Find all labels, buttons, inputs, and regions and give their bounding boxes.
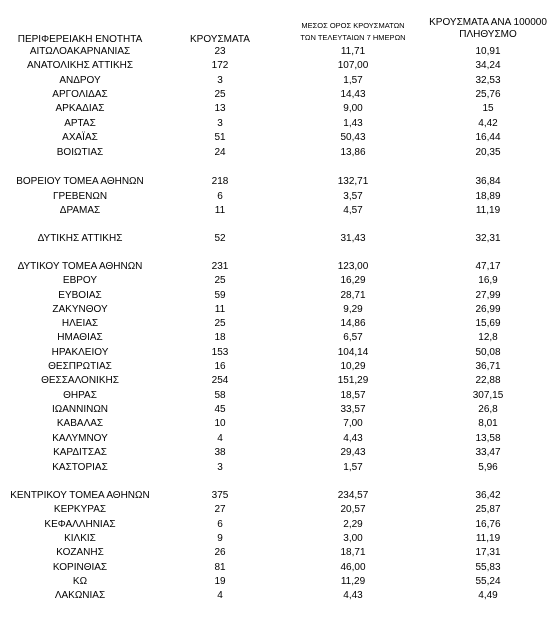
cell-per100k: 5,96 [478, 462, 498, 473]
cell-avg7: 1,43 [343, 118, 363, 129]
cell-cases: 11 [214, 304, 226, 315]
cell-cases: 218 [211, 176, 229, 187]
cell-avg7: 29,43 [340, 447, 366, 458]
cell-cases: 23 [214, 46, 226, 57]
cell-cases: 375 [211, 490, 229, 501]
table-row [0, 317, 559, 331]
cell-region: ΚΟΖΑΝΗΣ [56, 547, 104, 558]
cell-region: ΘΗΡΑΣ [63, 390, 97, 401]
table-row [0, 88, 559, 102]
cell-cases: 3 [217, 118, 223, 129]
cell-avg7: 31,43 [340, 233, 366, 244]
cell-region: ΚΙΛΚΙΣ [64, 533, 96, 544]
cell-region: ΑΙΤΩΛΟΑΚΑΡΝΑΝΙΑΣ [29, 46, 131, 57]
cell-region: ΚΕΦΑΛΛΗΝΙΑΣ [44, 519, 116, 530]
cell-avg7: 234,57 [337, 490, 369, 501]
cell-region: ΒΟΡΕΙΟΥ ΤΟΜΕΑ ΑΘΗΝΩΝ [16, 176, 144, 187]
cell-avg7: 14,43 [340, 89, 366, 100]
table-row [0, 45, 559, 59]
cell-per100k: 10,91 [475, 46, 501, 57]
table-row [0, 190, 559, 204]
cell-per100k: 17,31 [475, 547, 501, 558]
cell-per100k: 32,31 [475, 233, 501, 244]
cell-per100k: 307,15 [472, 390, 504, 401]
cell-avg7: 11,71 [340, 46, 366, 57]
cell-per100k: 15 [482, 103, 494, 114]
cell-cases: 38 [214, 447, 226, 458]
cell-region: ΖΑΚΥΝΘΟΥ [52, 304, 108, 315]
cell-region: ΒΟΙΩΤΙΑΣ [56, 147, 104, 158]
cell-cases: 3 [217, 462, 223, 473]
cell-avg7: 9,29 [343, 304, 363, 315]
cell-per100k: 27,99 [475, 290, 501, 301]
cell-avg7: 20,57 [340, 504, 366, 515]
cell-region: ΗΛΕΙΑΣ [61, 318, 99, 329]
cell-avg7: 4,57 [343, 205, 363, 216]
cell-cases: 58 [214, 390, 226, 401]
cell-region: ΑΧΑΪΑΣ [62, 132, 98, 143]
cell-per100k: 25,76 [475, 89, 501, 100]
cell-cases: 6 [217, 519, 223, 530]
cell-per100k: 47,17 [475, 261, 501, 272]
cell-cases: 4 [217, 433, 223, 444]
cell-avg7: 4,43 [343, 433, 363, 444]
table-row [0, 489, 559, 503]
header-avg7-line2: ΤΩΝ ΤΕΛΕΥΤΑΙΩΝ 7 ΗΜΕΡΩΝ [300, 33, 406, 42]
cell-cases: 172 [211, 60, 229, 71]
cell-region: ΔΡΑΜΑΣ [59, 205, 101, 216]
cell-per100k: 4,42 [478, 118, 498, 129]
cell-region: ΙΩΑΝΝΙΝΩΝ [51, 404, 109, 415]
cell-region: ΚΑΒΑΛΑΣ [56, 418, 104, 429]
cell-per100k: 32,53 [475, 75, 501, 86]
table-row [0, 374, 559, 388]
cell-avg7: 28,71 [340, 290, 366, 301]
cell-avg7: 9,00 [343, 103, 363, 114]
cell-region: ΚΟΡΙΝΘΙΑΣ [52, 562, 108, 573]
table-row [0, 303, 559, 317]
cell-cases: 24 [214, 147, 226, 158]
table-row [0, 59, 559, 73]
cell-avg7: 13,86 [340, 147, 366, 158]
cell-avg7: 18,57 [340, 390, 366, 401]
cell-cases: 11 [214, 205, 226, 216]
table-row [0, 232, 559, 246]
cell-avg7: 33,57 [340, 404, 366, 415]
cell-cases: 153 [211, 347, 229, 358]
table-row [0, 289, 559, 303]
cell-per100k: 36,71 [475, 361, 501, 372]
cell-per100k: 22,88 [475, 375, 501, 386]
cell-region: ΑΡΓΟΛΙΔΑΣ [52, 89, 108, 100]
table-row [0, 131, 559, 145]
cell-avg7: 123,00 [337, 261, 369, 272]
cell-region: ΑΡΚΑΔΙΑΣ [55, 103, 105, 114]
cell-per100k: 11,19 [475, 205, 501, 216]
cell-cases: 4 [217, 590, 223, 601]
table-row [0, 446, 559, 460]
cell-per100k: 33,47 [475, 447, 501, 458]
cell-region: ΚΑΣΤΟΡΙΑΣ [52, 462, 108, 473]
table-row [0, 260, 559, 274]
cell-cases: 6 [217, 191, 223, 202]
cell-avg7: 1,57 [343, 462, 363, 473]
cell-region: ΑΝΔΡΟΥ [59, 75, 101, 86]
cell-cases: 26 [214, 547, 226, 558]
cell-cases: 13 [214, 103, 226, 114]
cell-cases: 25 [214, 318, 226, 329]
cell-avg7: 14,86 [340, 318, 366, 329]
cell-cases: 51 [214, 132, 226, 143]
cell-avg7: 3,00 [343, 533, 363, 544]
header-cases: ΚΡΟΥΣΜΑΤΑ [190, 34, 250, 45]
table-row [0, 432, 559, 446]
table-row [0, 74, 559, 88]
cell-avg7: 2,29 [343, 519, 363, 530]
cell-region: ΔΥΤΙΚΟΥ ΤΟΜΕΑ ΑΘΗΝΩΝ [17, 261, 143, 272]
table-row [0, 389, 559, 403]
cell-avg7: 46,00 [340, 562, 366, 573]
header-per100k-line2: ΠΛΗΘΥΣΜΟ [459, 29, 517, 40]
cell-avg7: 4,43 [343, 590, 363, 601]
cell-avg7: 10,29 [340, 361, 366, 372]
cell-cases: 254 [211, 375, 229, 386]
table-row [0, 102, 559, 116]
cell-per100k: 36,42 [475, 490, 501, 501]
cell-cases: 10 [214, 418, 226, 429]
cell-per100k: 11,19 [475, 533, 501, 544]
cell-region: ΚΕΝΤΡΙΚΟΥ ΤΟΜΕΑ ΑΘΗΝΩΝ [10, 490, 150, 501]
table-row [0, 561, 559, 575]
cell-cases: 81 [214, 562, 226, 573]
cell-region: ΚΑΡΔΙΤΣΑΣ [53, 447, 107, 458]
cell-avg7: 107,00 [337, 60, 369, 71]
cell-region: ΕΥΒΟΙΑΣ [58, 290, 102, 301]
header-per100k-line1: ΚΡΟΥΣΜΑΤΑ ΑΝΑ 100000 [429, 17, 547, 28]
cell-avg7: 50,43 [340, 132, 366, 143]
cell-per100k: 25,87 [475, 504, 501, 515]
cell-region: ΑΝΑΤΟΛΙΚΗΣ ΑΤΤΙΚΗΣ [26, 60, 134, 71]
cell-cases: 9 [217, 533, 223, 544]
cell-cases: 18 [214, 332, 226, 343]
cell-cases: 16 [214, 361, 226, 372]
cell-region: ΘΕΣΠΡΩΤΙΑΣ [48, 361, 112, 372]
cell-per100k: 50,08 [475, 347, 501, 358]
table-row [0, 575, 559, 589]
cell-avg7: 151,29 [337, 375, 369, 386]
table-row [0, 346, 559, 360]
table-row [0, 532, 559, 546]
cell-cases: 19 [214, 576, 226, 587]
table-row [0, 461, 559, 475]
cell-region: ΑΡΤΑΣ [64, 118, 96, 129]
cell-region: ΚΑΛΥΜΝΟΥ [52, 433, 108, 444]
cell-avg7: 11,29 [340, 576, 366, 587]
cell-avg7: 3,57 [343, 191, 363, 202]
table-row [0, 146, 559, 160]
cell-region: ΛΑΚΩΝΙΑΣ [54, 590, 106, 601]
cell-cases: 3 [217, 75, 223, 86]
cell-region: ΘΕΣΣΑΛΟΝΙΚΗΣ [41, 375, 119, 386]
table-row [0, 503, 559, 517]
cell-region: ΗΡΑΚΛΕΙΟΥ [51, 347, 109, 358]
cell-region: ΚΕΡΚΥΡΑΣ [53, 504, 107, 515]
cell-per100k: 18,89 [475, 191, 501, 202]
cell-per100k: 4,49 [478, 590, 498, 601]
table-row [0, 331, 559, 345]
cell-avg7: 18,71 [340, 547, 366, 558]
cell-cases: 52 [214, 233, 226, 244]
cell-per100k: 12,8 [478, 332, 498, 343]
table-row [0, 417, 559, 431]
table-row [0, 175, 559, 189]
cell-per100k: 55,83 [475, 562, 501, 573]
table-row [0, 204, 559, 218]
cell-cases: 25 [214, 275, 226, 286]
cell-cases: 25 [214, 89, 226, 100]
cell-region: ΕΒΡΟΥ [62, 275, 98, 286]
cell-cases: 231 [211, 261, 229, 272]
cell-per100k: 15,69 [475, 318, 501, 329]
cell-avg7: 132,71 [337, 176, 369, 187]
table-row [0, 589, 559, 603]
table-row [0, 518, 559, 532]
table-row [0, 274, 559, 288]
header-region: ΠΕΡΙΦΕΡΕΙΑΚΗ ΕΝΟΤΗΤΑ [17, 34, 143, 45]
table-row [0, 117, 559, 131]
cell-avg7: 16,29 [340, 275, 366, 286]
cell-region: ΗΜΑΘΙΑΣ [57, 332, 103, 343]
cell-per100k: 34,24 [475, 60, 501, 71]
cell-avg7: 104,14 [337, 347, 369, 358]
cell-avg7: 6,57 [343, 332, 363, 343]
cell-per100k: 16,76 [475, 519, 501, 530]
cell-cases: 27 [214, 504, 226, 515]
cell-per100k: 13,58 [475, 433, 501, 444]
cell-cases: 45 [214, 404, 226, 415]
cell-avg7: 1,57 [343, 75, 363, 86]
cell-region: ΔΥΤΙΚΗΣ ΑΤΤΙΚΗΣ [37, 233, 123, 244]
cell-per100k: 26,99 [475, 304, 501, 315]
table-row [0, 360, 559, 374]
table-row [0, 403, 559, 417]
cell-per100k: 16,9 [478, 275, 498, 286]
cell-per100k: 26,8 [478, 404, 498, 415]
cell-per100k: 55,24 [475, 576, 501, 587]
header-avg7-line1: ΜΕΣΟΣ ΟΡΟΣ ΚΡΟΥΣΜΑΤΩΝ [301, 21, 405, 30]
cell-per100k: 8,01 [478, 418, 498, 429]
cell-region: ΓΡΕΒΕΝΩΝ [52, 191, 108, 202]
cell-avg7: 7,00 [343, 418, 363, 429]
cell-per100k: 16,44 [475, 132, 501, 143]
cell-per100k: 36,84 [475, 176, 501, 187]
cell-cases: 59 [214, 290, 226, 301]
cell-per100k: 20,35 [475, 147, 501, 158]
table-row [0, 546, 559, 560]
cell-region: ΚΩ [72, 576, 88, 587]
